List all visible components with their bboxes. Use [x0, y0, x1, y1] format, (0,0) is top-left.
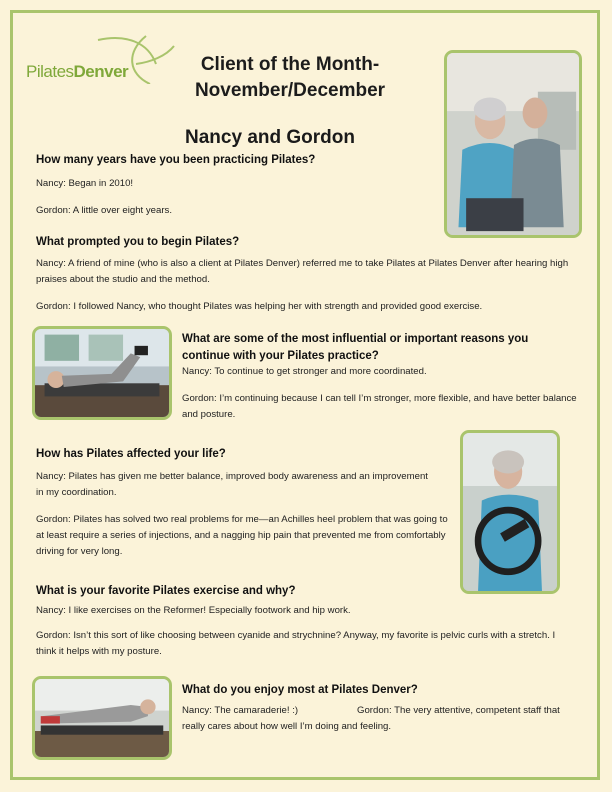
answer-gordon-enjoy: Gordon: The very attentive, competent staff that really cares about how well I’m doing and feeling.	[182, 705, 560, 732]
photo-gordon-reformer	[32, 326, 172, 420]
photo-nancy-and-gordon	[444, 50, 582, 238]
answer-nancy-affected: Nancy: Pilates has given me better balance, improved body awareness and an improvement in my coordination.	[36, 471, 428, 498]
answer-gordon-years: Gordon: A little over eight years.	[36, 205, 172, 216]
photo-nancy-plank	[32, 676, 172, 760]
answer-nancy-years: Nancy: Began in 2010!	[36, 178, 134, 189]
logo-text-pilates: Pilates	[26, 62, 74, 81]
answer-nancy-enjoy: Nancy: The camaraderie! :)	[182, 705, 299, 716]
answer-gordon-favorite: Gordon: Isn’t this sort of like choosing between cyanide and strychnine? Anyway, my favorite is pelvic curls with a stretch. I think it helps with my posture.	[36, 630, 556, 657]
answer-nancy-prompted: Nancy: A friend of mine (who is also a client at Pilates Denver) referred me to take Pilates at Pilates Denver after hearing high praises about the studio and the method.	[36, 258, 569, 285]
answer-nancy-reasons: Nancy: To continue to get stronger and more coordinated.	[182, 366, 427, 377]
answer-gordon-affected: Gordon: Pilates has solved two real problems for me—an Achilles heel problem that was going to at least require a series of injections, and a nagging hip pain that prevented me from comfortably driving for very long.	[36, 514, 448, 557]
answer-gordon-prompted: Gordon: I followed Nancy, who thought Pilates was helping her with strength and provided good exercise.	[36, 301, 483, 312]
photo-nancy-magic-circle	[460, 430, 560, 594]
question-affected-life: How has Pilates affected your life?	[36, 448, 226, 460]
page-title-line1: Client of the Month-	[200, 54, 380, 75]
question-what-prompted: What prompted you to begin Pilates?	[36, 236, 240, 248]
question-enjoy-most: What do you enjoy most at Pilates Denver?	[182, 684, 418, 696]
question-reasons-continue: What are some of the most influential or important reasons you continue with your Pilates practice?	[182, 333, 529, 362]
answer-gordon-reasons: Gordon: I’m continuing because I can tell I’m stronger, more flexible, and have better balance and posture.	[182, 393, 577, 420]
answer-nancy-favorite: Nancy: I like exercises on the Reformer! Especially footwork and hip work.	[36, 605, 351, 616]
logo-text-denver: Denver	[73, 62, 129, 81]
pilates-denver-logo	[26, 34, 176, 86]
client-names: Nancy and Gordon	[185, 127, 355, 148]
question-years-practicing: How many years have you been practicing Pilates?	[36, 154, 316, 166]
question-favorite-exercise: What is your favorite Pilates exercise and why?	[36, 585, 296, 597]
page-title-line2: November/December	[194, 80, 386, 101]
